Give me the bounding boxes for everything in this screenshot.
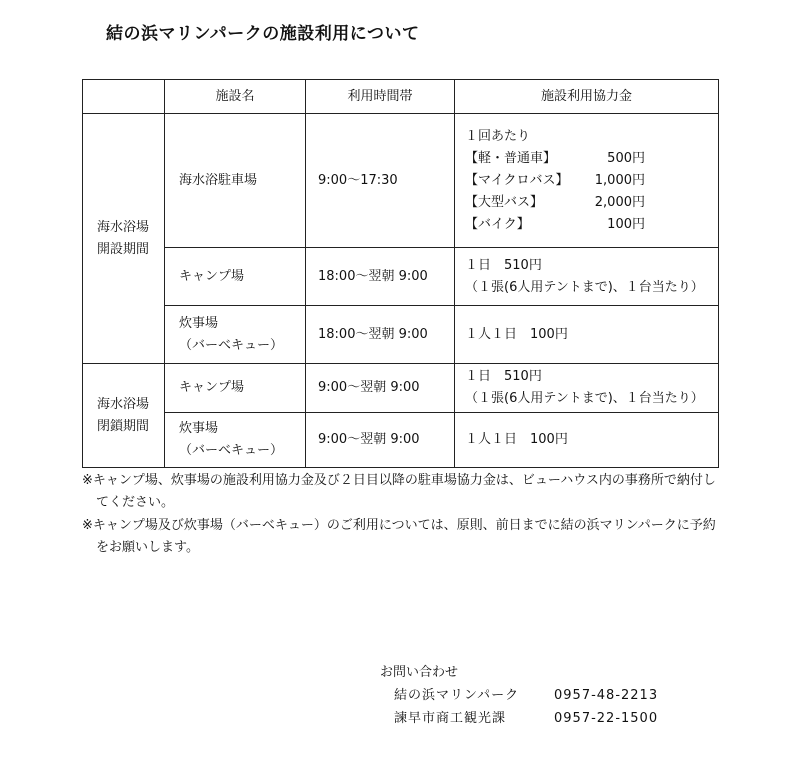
fee-cell: １人１日 100円 (455, 413, 719, 468)
contact-org: 結の浜マリンパーク (394, 688, 520, 703)
contact-org: 諫早市商工観光課 (394, 711, 507, 726)
fee-cell (455, 114, 719, 248)
contact-entry (380, 684, 658, 707)
time-cell: 18:00～翌朝 9:00 (306, 248, 455, 306)
facility-cell: 海水浴駐車場 (165, 114, 306, 248)
fee-line: 【軽・普通車】 500円 (465, 150, 645, 166)
note-reservation: ※キャンプ場及び炊事場（バーベキュー）のご利用については、原則、前日までに結の浜マリンパークに予約をお願いします。 (82, 518, 716, 555)
fee-intro: １回あたり (465, 128, 531, 144)
table-row (83, 248, 719, 306)
header-time: 利用時間帯 (306, 80, 455, 114)
time-cell: 9:00～翌朝 9:00 (306, 413, 455, 468)
fee-cell: １日 510円 （１張(6人用テントまで)、１台当たり） (455, 248, 719, 306)
time-cell: 18:00～翌朝 9:00 (306, 306, 455, 364)
header-facility: 施設名 (165, 80, 306, 114)
fee-cell: １人１日 100円 (455, 306, 719, 364)
contact-tel: 0957-22-1500 (554, 711, 659, 726)
facility-fee-table (82, 79, 719, 468)
fee-line: 【バイク】 100円 (465, 216, 645, 232)
header-fee: 施設利用協力金 (455, 80, 719, 114)
facility-cell: キャンプ場 (165, 248, 306, 306)
facility-cell: 炊事場 （バーベキュー） (165, 306, 306, 364)
header-blank (83, 80, 165, 114)
table-row (83, 114, 719, 248)
table-row (83, 364, 719, 413)
period-cell-closed: 海水浴場 閉鎖期間 (83, 364, 165, 468)
contact-entry (380, 707, 658, 730)
contact-section (380, 661, 658, 730)
facility-cell: キャンプ場 (165, 364, 306, 413)
note-payment: ※キャンプ場、炊事場の施設利用協力金及び２日目以降の駐車場協力金は、ビューハウス内の事務所で納付してください。 (82, 473, 716, 510)
contact-heading: お問い合わせ (380, 665, 459, 680)
fee-cell: １日 510円 （１張(6人用テントまで)、１台当たり） (455, 364, 719, 413)
facility-cell: 炊事場 （バーベキュー） (165, 413, 306, 468)
notes-section (82, 470, 722, 560)
fee-line: 【マイクロバス】 1,000円 (465, 172, 645, 188)
period-cell-open: 海水浴場 開設期間 (83, 114, 165, 364)
time-cell: 9:00～17:30 (306, 114, 455, 248)
time-cell: 9:00～翌朝 9:00 (306, 364, 455, 413)
page-title: 結の浜マリンパークの施設利用について (106, 24, 420, 44)
table-row (83, 413, 719, 468)
contact-tel: 0957-48-2213 (554, 688, 659, 703)
fee-line: 【大型バス】 2,000円 (465, 194, 645, 210)
table-header-row (83, 80, 719, 114)
table-row (83, 306, 719, 364)
